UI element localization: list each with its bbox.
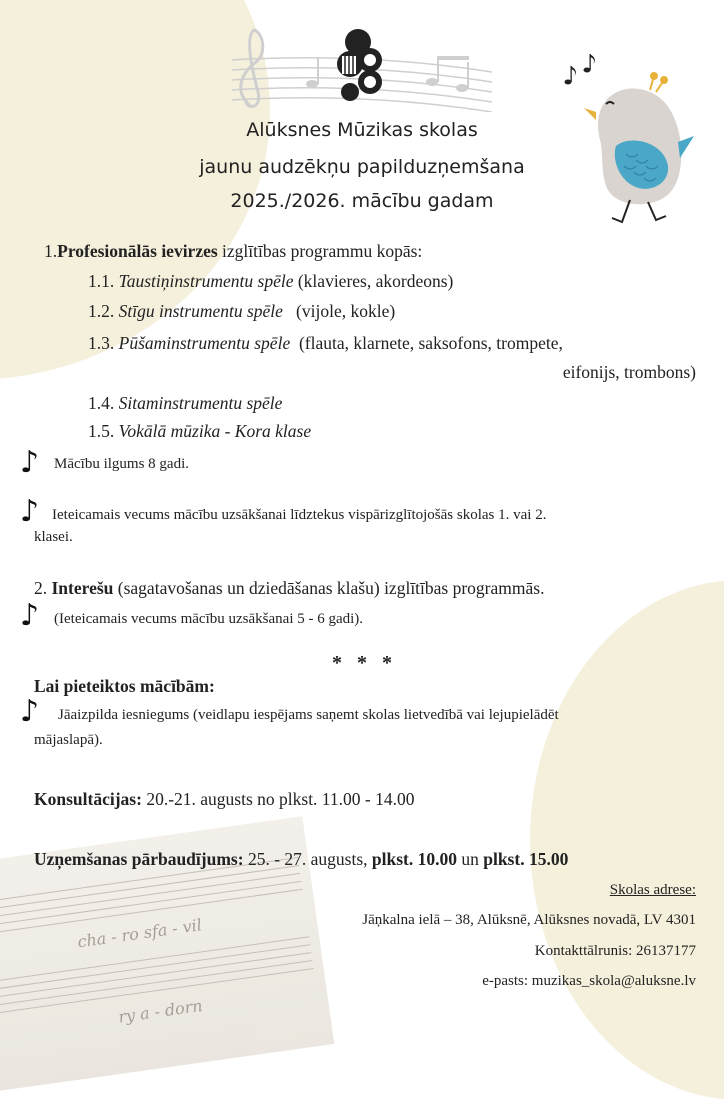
consultations-line: Konsultācijas: 20.-21. augusts no plkst. 11.00 - 14.00: [34, 789, 415, 809]
apply-text-line-1: Jāaizpilda iesniegums (veidlapu iespējams saņemt skolas lietvedībā vai lejupielādēt: [58, 707, 559, 723]
duration-text: Mācību ilgums 8 gadi.: [54, 456, 189, 472]
music-note-icon: ♪: [20, 598, 40, 633]
program-item: 1.3. Pūšaminstrumentu spēle (flauta, klarnete, saksofons, trompete,: [88, 333, 563, 353]
program-item-continuation: eifonijs, trombons): [562, 362, 696, 382]
music-staff-logo: [222, 22, 502, 112]
title-line-1: Alūksnes Mūzikas skolas: [246, 119, 478, 141]
section2-heading: 2. Interešu (sagatavošanas un dziedāšanas klašu) izglītības programmās.: [34, 578, 545, 598]
program-item: 1.5. Vokālā mūzika - Kora klase: [88, 421, 312, 441]
address-text: Jāņkalna ielā – 38, Alūksnē, Alūksnes novadā, LV 4301: [362, 912, 696, 928]
title-line-2: jaunu audzēkņu papilduzņemšana: [199, 156, 525, 178]
program-item: 1.2. Stīgu instrumentu spēle (vijole, kokle): [88, 301, 396, 321]
section1-heading-rest: izglītības programmu kopās:: [217, 241, 423, 261]
program-item: 1.4. Sitaminstrumentu spēle: [88, 393, 283, 413]
email-link[interactable]: e-pasts: muzikas_skola@aluksne.lv: [482, 973, 696, 989]
section1-heading-bold: Profesionālās ievirzes: [57, 241, 218, 261]
music-note-icon: ♪: [20, 494, 40, 529]
sheet-lyrics-1: cha - ro sfa - vil: [76, 915, 203, 952]
phone-text: Kontakttālrunis: 26137177: [534, 943, 696, 959]
section2-age-text: (Ieteicamais vecums mācību uzsākšanai 5 - 6 gadi).: [54, 611, 364, 627]
section1-number: 1.: [44, 241, 58, 261]
music-note-icon: ♪: [20, 694, 40, 729]
sheet-lyrics-2: ry a - dorn: [117, 995, 204, 1027]
program-item: 1.1. Taustiņinstrumentu spēle (klavieres, akordeons): [88, 271, 454, 291]
apply-heading: Lai pieteiktos mācībām:: [34, 676, 215, 696]
section1-heading: [44, 241, 422, 262]
address-label: Skolas adrese:: [609, 882, 696, 898]
music-note-icon: ♪: [20, 445, 40, 480]
age-text-line-1: Ieteicamais vecums mācību uzsākšanai līdztekus vispārizglītojošās skolas 1. vai 2.: [52, 507, 547, 523]
apply-text-line-2: mājaslapā).: [34, 732, 103, 748]
separator-stars: * * *: [332, 652, 392, 674]
title-line-3: 2025./2026. mācību gadam: [230, 190, 494, 212]
exam-line: Uzņemšanas pārbaudījums: 25. - 27. augusts, plkst. 10.00 un plkst. 15.00: [34, 849, 569, 869]
age-text-line-2: klasei.: [34, 529, 73, 545]
